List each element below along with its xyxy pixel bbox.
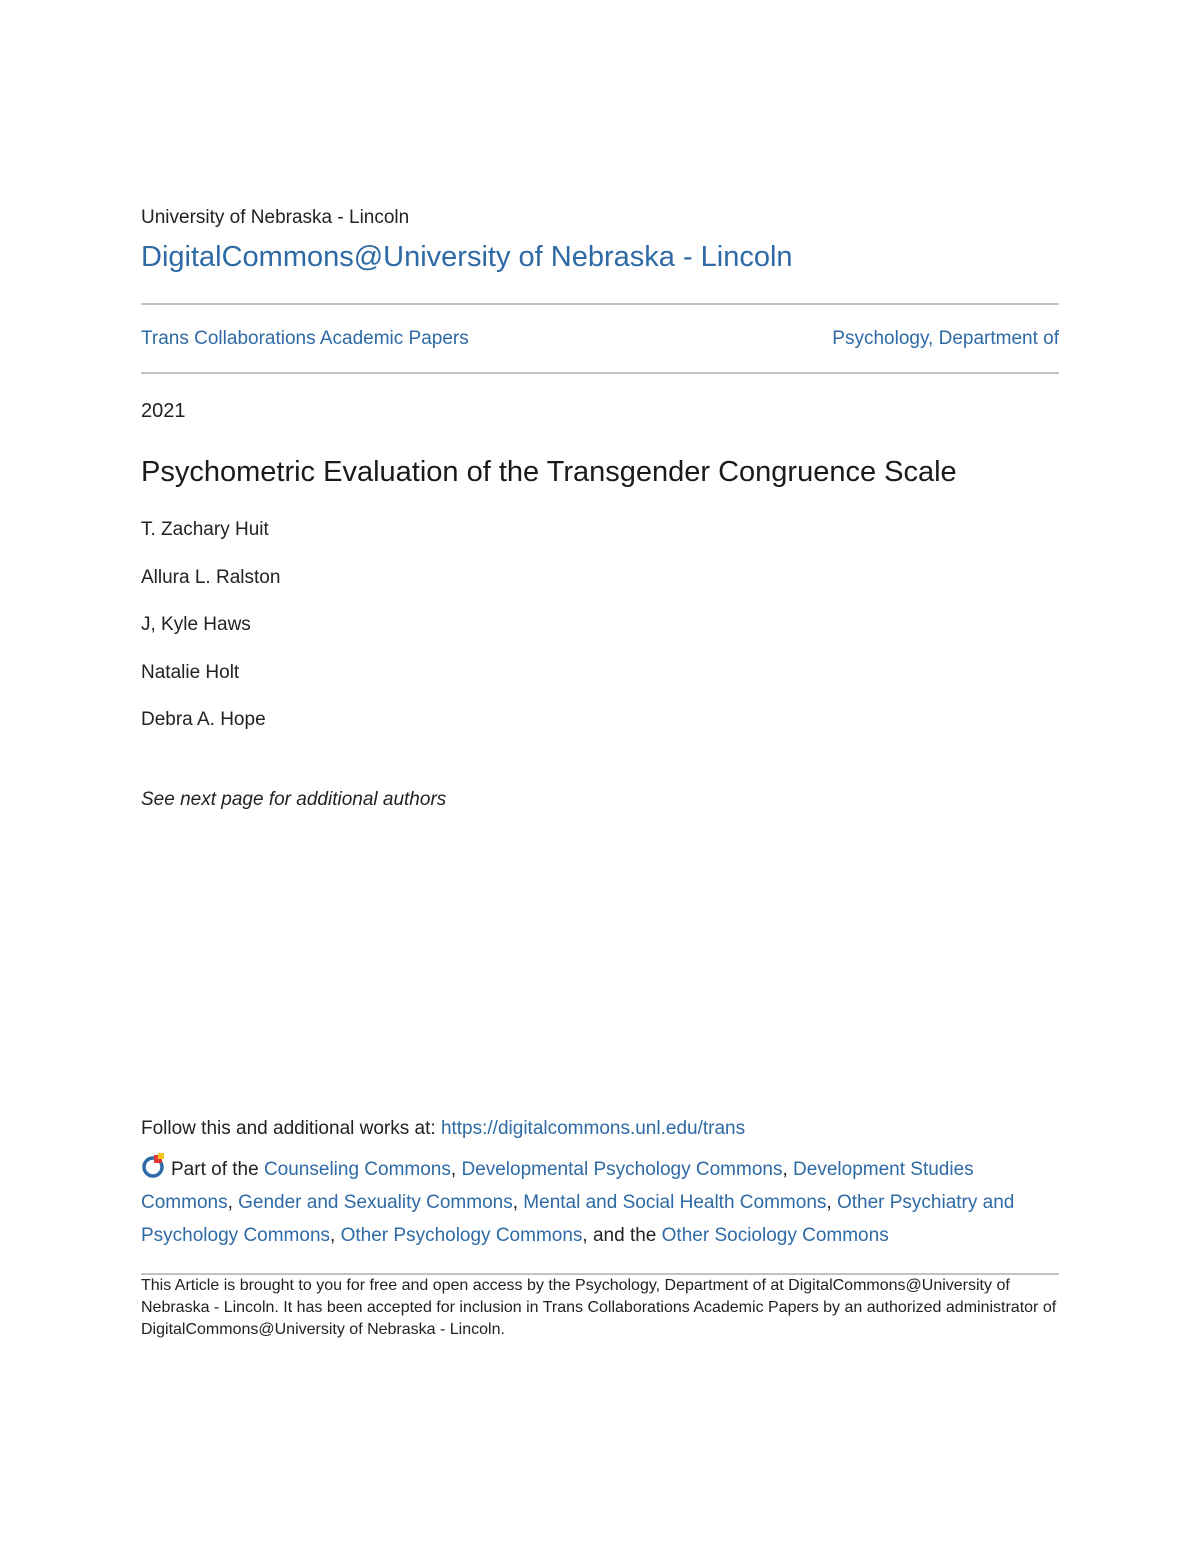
divider-top [141,303,1059,305]
breadcrumb [141,328,1059,350]
additional-authors-note: See next page for additional authors [141,789,447,810]
author-list [141,517,280,755]
repository-link[interactable]: DigitalCommons@University of Nebraska - Lincoln [141,241,793,273]
author-name: Debra A. Hope [141,709,266,730]
commons-link-other-psychology[interactable]: Other Psychology Commons [340,1225,583,1246]
collection-url-link[interactable]: https://digitalcommons.unl.edu/trans [440,1118,746,1139]
article-title: Psychometric Evaluation of the Transgender Congruence Scale [141,456,957,488]
author-name: Allura L. Ralston [141,566,281,588]
commons-link-gender-sexuality[interactable]: Gender and Sexuality Commons [238,1192,513,1213]
access-notice: This Article is brought to you for free and open access by the Psychology, Department of at DigitalCommons@University of Nebraska - Lincoln. It has been accepted for inclusion in Trans Collaborations Academic Papers by an authorized administrator of DigitalCommons@University of Nebraska - Lincoln. [141,1277,1057,1338]
commons-link-developmental-psychology[interactable]: Developmental Psychology Commons [461,1159,783,1180]
collection-link[interactable]: Trans Collaborations Academic Papers [141,328,469,349]
author-name: T. Zachary Huit [141,519,269,540]
institution-name: University of Nebraska - Lincoln [141,207,410,228]
bepress-network-icon [141,1153,167,1179]
follow-label: Follow this and additional works at: [141,1118,441,1139]
commons-link-other-psychiatry-psychology[interactable]: Other Psychiatry and Psychology Commons [141,1192,1015,1246]
part-of-commons: Part of the Counseling Commons, Developmental Psychology Commons, Development Studies Commons, Gender and Sexuality Commons, Mental and Social Health Commons, Other Psychiatry and Psychology Commons, Other Psychology Commons, and the Other Sociology Commons [141,1153,1059,1252]
commons-link-other-sociology[interactable]: Other Sociology Commons [661,1225,889,1246]
follow-line [141,1118,745,1140]
author-name: J, Kyle Haws [141,614,251,635]
publication-year: 2021 [141,400,186,422]
department-link[interactable]: Psychology, Department of [832,328,1059,349]
divider-middle [141,372,1059,374]
author-name: Natalie Holt [141,661,240,683]
commons-link-development-studies[interactable]: Development Studies Commons [141,1159,974,1213]
commons-link-counseling[interactable]: Counseling Commons [263,1159,451,1180]
commons-link-mental-social-health[interactable]: Mental and Social Health Commons [523,1192,827,1213]
